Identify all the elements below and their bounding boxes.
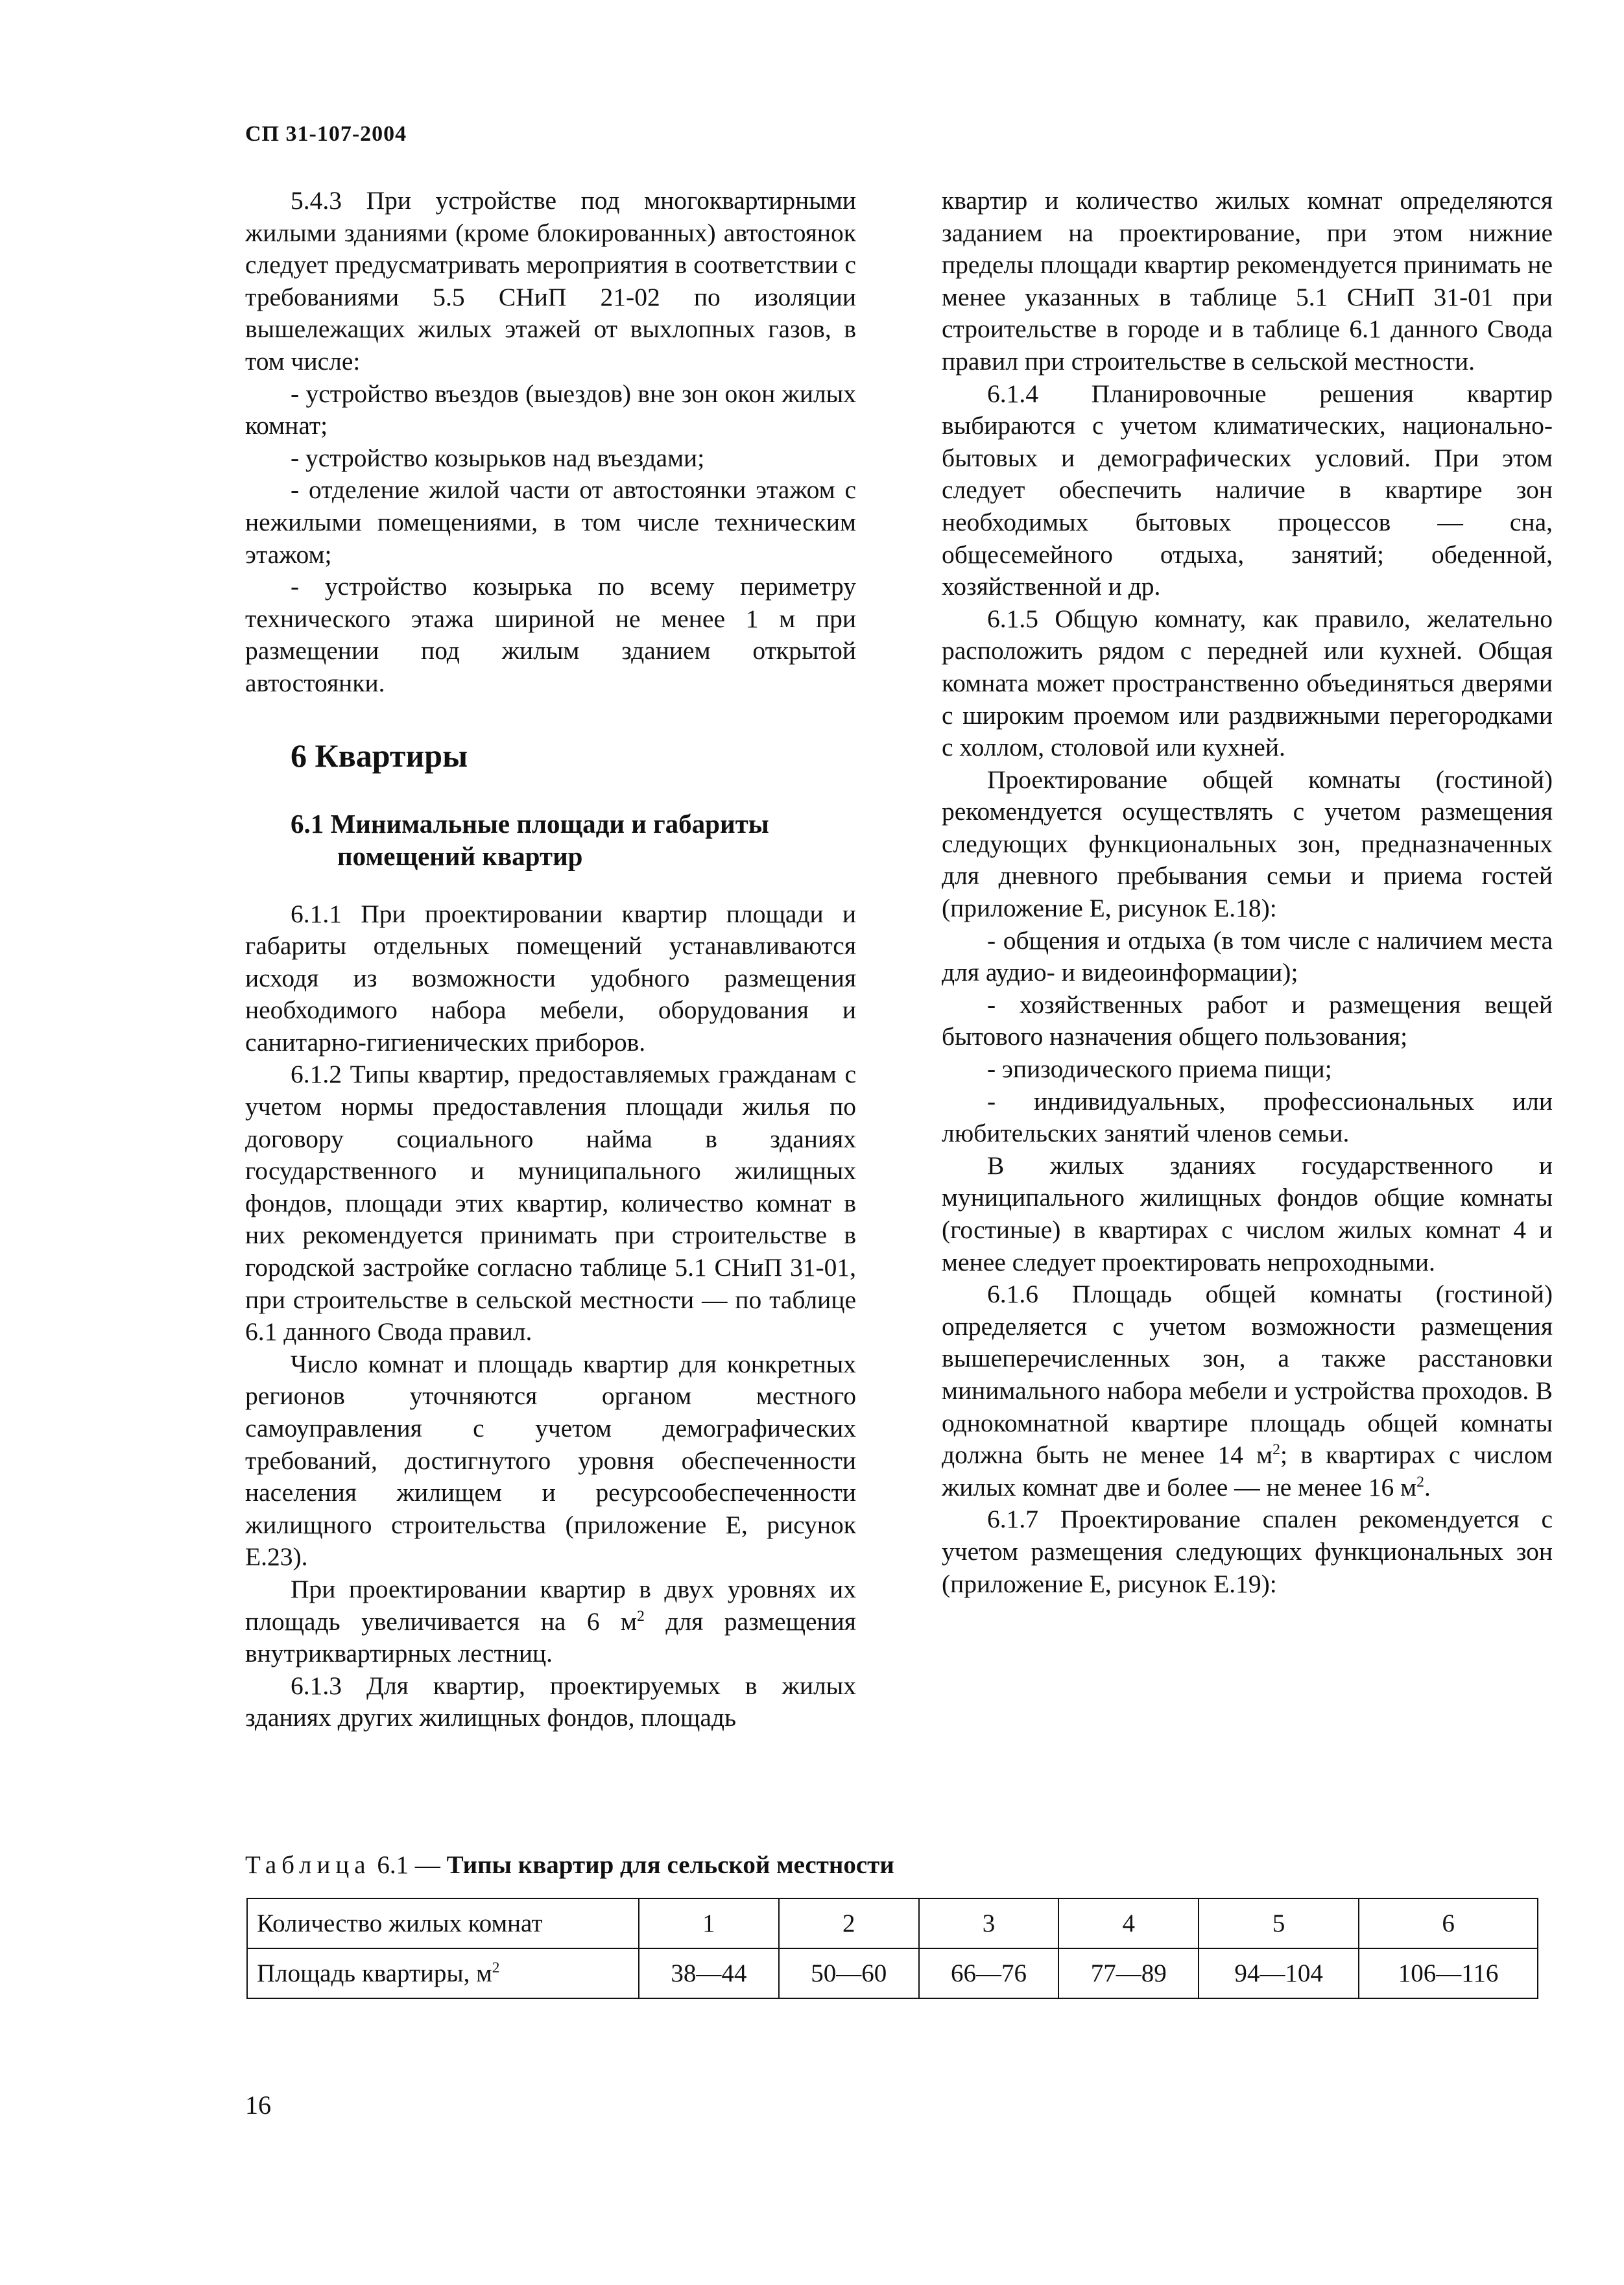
table-caption	[245, 1850, 894, 1880]
paragraph-6-1-1: 6.1.1 При проектировании квартир площади и габариты отдельных помещений устанавливаются исходя из возможности удобного размещения необходимого набора мебели, оборудования и санитарно-гигиенических приборов.	[245, 899, 856, 1057]
table-cell: 50—60	[779, 1948, 919, 1998]
paragraph-6-1-6: 6.1.6 Площадь общей комнаты (гостиной) определяется с учетом возможности размещения вышеперечисленных зон, а также расстановки минимального набора мебели и устройства проходов. В однокомнатной квартире площадь общей комнаты должна быть не менее 14 $м^2$; в квартирах с числом жилых комнат две и более — не менее 16 $м^2$.	[942, 1280, 1553, 1501]
list-item: - хозяйственных работ и размещения вещей бытового назначения общего пользования;	[942, 990, 1553, 1051]
row-header-area: Площадь квартиры, $м^2$	[247, 1948, 639, 1998]
subsection-title-line2: помещений квартир	[337, 841, 583, 871]
table-row	[247, 1898, 1538, 1948]
table-cell: 106—116	[1359, 1948, 1538, 1998]
table-cell: 4	[1058, 1898, 1199, 1948]
left-column	[245, 185, 856, 1734]
table-cell: 94—104	[1199, 1948, 1359, 1998]
table-caption-title: Типы квартир для сельской местности	[446, 1851, 894, 1879]
paragraph-state-funds: В жилых зданиях государственного и муниципального жилищных фондов общие комнаты (гостиные) в квартирах с числом жилых комнат 4 и менее следует проектировать непроходными.	[942, 1151, 1553, 1276]
table-cell: 77—89	[1058, 1948, 1199, 1998]
page-number: 16	[245, 2090, 271, 2120]
paragraph-two-levels: При проектировании квартир в двух уровнях их площадь увеличивается на 6 $м^2$ для размещения внутриквартирных лестниц.	[245, 1574, 856, 1668]
table-cell: 38—44	[639, 1948, 779, 1998]
table-cell: 6	[1359, 1898, 1538, 1948]
list-item: - устройство козырька по всему периметру технического этажа шириной не менее 1 м при размещении под жилым зданием открытой автостоянки.	[245, 572, 856, 697]
table-caption-number: 6.1 —	[370, 1851, 447, 1879]
table-caption-label: Таблица	[245, 1851, 371, 1879]
list-item: - индивидуальных, профессиональных или любительских занятий членов семьи.	[942, 1086, 1553, 1148]
table-cell: 3	[919, 1898, 1059, 1948]
right-column	[942, 185, 1553, 1600]
table-cell: 1	[639, 1898, 779, 1948]
paragraph-6-1-4: 6.1.4 Планировочные решения квартир выбираются с учетом климатических, национально-бытовых и демографических условий. При этом следует обеспечить наличие в квартире зон необходимых бытовых процессов — сна, общесемейного отдыха, занятий; обеденной, хозяйственной и др.	[942, 379, 1553, 601]
list-item: - устройство козырьков над въездами;	[291, 443, 705, 472]
paragraph-living-room-design: Проектирование общей комнаты (гостиной) рекомендуется осуществлять с учетом размещения следующих функциональных зон, предназначенных для дневного пребывания семьи и приема гостей (приложение Е, рисунок Е.18):	[942, 765, 1553, 923]
apartment-types-table	[246, 1898, 1538, 1999]
list-item: - эпизодического приема пищи;	[987, 1055, 1332, 1084]
paragraph-6-1-3-continued: квартир и количество жилых комнат определяются заданием на проектирование, при этом нижние пределы площади квартир рекомендуется принимать не менее указанных в таблице 5.1 СНиП 31-01 при строительстве в городе и в таблице 6.1 данного Свода правил при строительстве в сельской местности.	[942, 186, 1553, 376]
list-item: - общения и отдыха (в том числе с наличием места для аудио- и видеоинформации);	[942, 926, 1553, 987]
row-header-room-count: Количество жилых комнат	[247, 1898, 639, 1948]
list-item: - отделение жилой части от автостоянки этажом с нежилыми помещениями, в том числе техническим этажом;	[245, 475, 856, 569]
paragraph-6-1-2: 6.1.2 Типы квартир, предоставляемых гражданам с учетом нормы предоставления площади жилья по договору социального найма в зданиях государственного и муниципального жилищных фондов, площади этих квартир, количество комнат в них рекомендуется принимать при строительстве в городской застройке согласно таблице 5.1 СНиП 31-01, при строительстве в сельской местности — по таблице 6.1 данного Свода правил.	[245, 1060, 856, 1346]
table-row	[247, 1948, 1538, 1998]
paragraph-6-1-3-start: 6.1.3 Для квартир, проектируемых в жилых зданиях других жилищных фондов, площадь	[245, 1671, 856, 1732]
section-title: 6 Квартиры	[291, 737, 468, 774]
paragraph-room-count: Число комнат и площадь квартир для конкретных регионов уточняются органом местного самоуправления с учетом демографических требований, достигнутого уровня обеспеченности населения жилищем и ресурсообеспеченности жилищного строительства (приложение Е, рисунок Е.23).	[245, 1349, 856, 1572]
table-cell: 5	[1199, 1898, 1359, 1948]
document-code-header: СП 31-107-2004	[245, 122, 407, 146]
table-cell: 66—76	[919, 1948, 1059, 1998]
table-cell: 2	[779, 1898, 919, 1948]
subsection-title-line1: 6.1 Минимальные площади и габариты	[291, 808, 769, 839]
list-item: - устройство въездов (выездов) вне зон окон жилых комнат;	[245, 379, 856, 440]
subsection-title	[291, 808, 856, 872]
paragraph-5-4-3: 5.4.3 При устройстве под многоквартирными жилыми зданиями (кроме блокированных) автостоянок следует предусматривать мероприятия в соответствии с требованиями 5.5 СНиП 21-02 по изоляции вышележащих жилых этажей от выхлопных газов, в том числе:	[245, 186, 856, 376]
paragraph-6-1-5: 6.1.5 Общую комнату, как правило, желательно расположить рядом с передней или кухней. Общая комната может пространственно объединяться дверями с широким проемом или раздвижными перегородками с холлом, столовой или кухней.	[942, 604, 1553, 762]
paragraph-6-1-7: 6.1.7 Проектирование спален рекомендуется с учетом размещения следующих функциональных зон (приложение Е, рисунок Е.19):	[942, 1505, 1553, 1598]
